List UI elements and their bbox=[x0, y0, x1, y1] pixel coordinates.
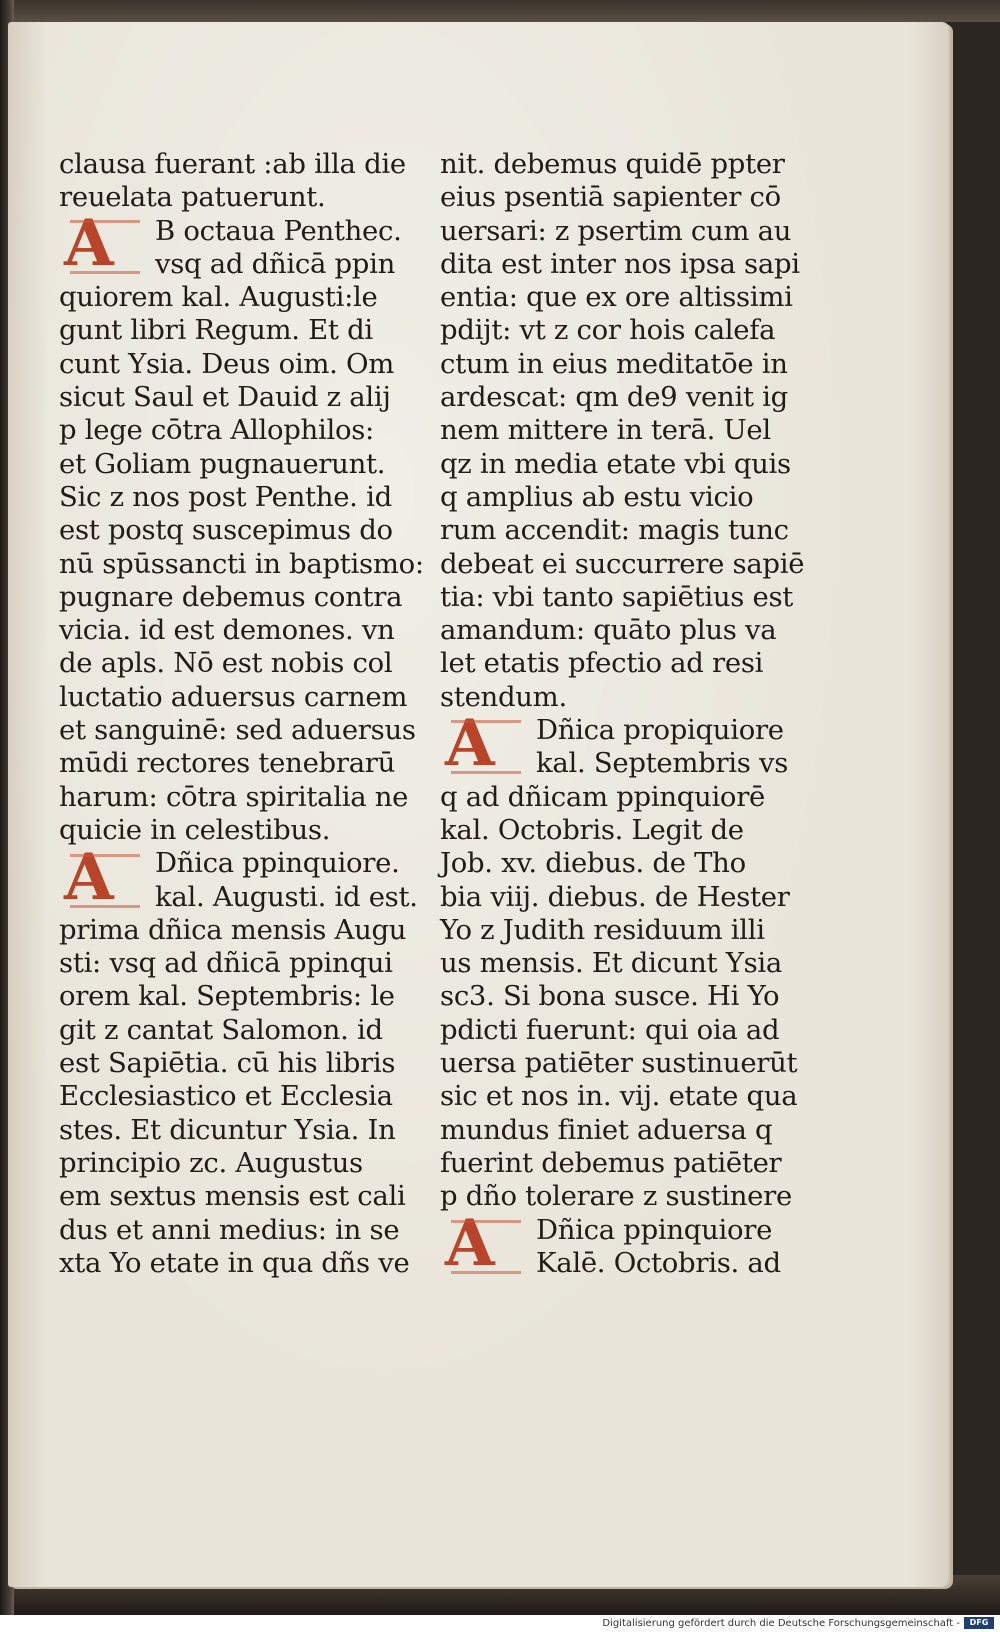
text-line: quicie in celestibus. bbox=[59, 813, 331, 846]
text-line: Job. xv. diebus. de Tho bbox=[440, 847, 746, 880]
text-line: let etatis pfectio ad resi bbox=[440, 647, 764, 680]
text-line: sti: vsq ad dñicā ppinqui bbox=[59, 947, 393, 980]
page-top-edge bbox=[14, 0, 1000, 22]
initial-letter: A bbox=[64, 840, 114, 915]
text-line: gunt libri Regum. Et di bbox=[59, 314, 373, 347]
rubricated-initial bbox=[64, 206, 146, 281]
text-line: est postq suscepimus do bbox=[59, 514, 393, 547]
text-line: debeat ei succurrere sapiē bbox=[440, 547, 805, 580]
text-line: dus et anni medius: in se bbox=[59, 1213, 400, 1246]
text-line: uersa patiēter sustinuerūt bbox=[440, 1047, 798, 1080]
text-line: Yo z Judith residuum illi bbox=[440, 913, 765, 946]
text-line: Dñica ppinquiore. bbox=[155, 847, 400, 880]
text-line: Dñica ppinquiore bbox=[536, 1213, 773, 1246]
text-line: us mensis. Et dicunt Ysia bbox=[440, 947, 782, 980]
rubricated-initial bbox=[445, 706, 527, 781]
text-line: Dñica propiquiore bbox=[536, 714, 784, 747]
text-line: dita est inter nos ipsa sapi bbox=[440, 247, 800, 280]
text-line: mūdi rectores tenebrarū bbox=[59, 747, 396, 780]
footer-credit: Digitalisierung gefördert durch die Deutsche Forschungsgemeinschaft - bbox=[602, 1618, 960, 1629]
text-line: kal. Augusti. id est. bbox=[155, 880, 418, 913]
text-line: ardescat: qm de9 venit ig bbox=[440, 381, 788, 414]
text-line: B octaua Penthec. bbox=[155, 214, 402, 247]
initial-ornament bbox=[70, 854, 140, 908]
initial-letter: A bbox=[64, 206, 114, 281]
text-line: kal. Octobris. Legit de bbox=[440, 813, 744, 846]
rubricated-initial bbox=[64, 840, 146, 915]
text-line: entia: que ex ore altissimi bbox=[440, 281, 793, 314]
text-line: tia: vbi tanto sapiētius est bbox=[440, 580, 794, 613]
text-line: em sextus mensis est cali bbox=[59, 1180, 406, 1213]
text-line: xta Yo etate in qua dñs ve bbox=[59, 1246, 410, 1279]
text-line: Ecclesiastico et Ecclesia bbox=[59, 1080, 393, 1113]
text-line: vsq ad dñicā ppin bbox=[155, 247, 395, 280]
text-line: pdicti fuerunt: qui oia ad bbox=[440, 1013, 780, 1046]
left-text-column bbox=[59, 148, 429, 1280]
text-line: et sanguinē: sed aduersus bbox=[59, 714, 416, 747]
initial-letter: A bbox=[445, 706, 495, 781]
text-line: de apls. Nō est nobis col bbox=[59, 647, 393, 680]
text-line: q ad dñicam ppinquiorē bbox=[440, 780, 766, 813]
text-line: sc3. Si bona susce. Hi Yo bbox=[440, 980, 780, 1013]
text-line: uersari: z psertim cum au bbox=[440, 214, 792, 247]
initial-ornament bbox=[451, 1220, 521, 1274]
text-line: amandum: quāto plus va bbox=[440, 614, 777, 647]
text-line: ctum in eius meditatōe in bbox=[440, 347, 788, 380]
text-line: sicut Saul et Dauid z alij bbox=[59, 381, 391, 414]
text-line: est Sapiētia. cū his libris bbox=[59, 1047, 396, 1080]
rubricated-initial bbox=[445, 1206, 527, 1281]
text-line: fuerint debemus patiēter bbox=[440, 1146, 782, 1179]
text-line: mundus finiet aduersa q bbox=[440, 1113, 773, 1146]
text-line: et Goliam pugnauerunt. bbox=[59, 447, 386, 480]
text-line: pdijt: vt z cor hois calefa bbox=[440, 314, 776, 347]
text-line: principio zc. Augustus bbox=[59, 1146, 363, 1179]
text-line: sic et nos in. vij. etate qua bbox=[440, 1080, 798, 1113]
text-line: rum accendit: magis tunc bbox=[440, 514, 789, 547]
text-line: nit. debemus quidē ppter bbox=[440, 148, 785, 180]
text-line: vicia. id est demones. vn bbox=[59, 614, 395, 647]
text-line: stendum. bbox=[440, 680, 567, 713]
dfg-logo: DFG bbox=[964, 1617, 994, 1629]
text-line: Kalē. Octobris. ad bbox=[536, 1246, 781, 1279]
text-line: nū spūssancti in baptismo: bbox=[59, 547, 424, 580]
text-line: pugnare debemus contra bbox=[59, 580, 403, 613]
initial-letter: A bbox=[445, 1206, 495, 1281]
text-line: Sic z nos post Penthe. id bbox=[59, 480, 392, 513]
text-line: nem mittere in terā. Uel bbox=[440, 414, 771, 447]
initial-ornament bbox=[70, 220, 140, 274]
text-line: git z cantat Salomon. id bbox=[59, 1013, 383, 1046]
text-line: harum: cōtra spiritalia ne bbox=[59, 780, 409, 813]
text-line: q amplius ab estu vicio bbox=[440, 480, 754, 513]
digitization-footer bbox=[0, 1615, 1000, 1632]
text-line: prima dñica mensis Augu bbox=[59, 913, 407, 946]
text-line: p lege cōtra Allophilos: bbox=[59, 414, 374, 447]
text-line: orem kal. Septembris: le bbox=[59, 980, 395, 1013]
text-line: luctatio aduersus carnem bbox=[59, 680, 408, 713]
text-line: clausa fuerant :ab illa die bbox=[59, 148, 406, 180]
text-line: quiorem kal. Augusti:le bbox=[59, 281, 378, 314]
text-line: eius psentiā sapienter cō bbox=[440, 181, 781, 214]
text-line: kal. Septembris vs bbox=[536, 747, 789, 780]
text-line: stes. Et dicuntur Ysia. In bbox=[59, 1113, 396, 1146]
text-line: cunt Ysia. Deus oim. Om bbox=[59, 347, 395, 380]
text-line: reuelata patuerunt. bbox=[59, 181, 326, 214]
text-line: qz in media etate vbi quis bbox=[440, 447, 791, 480]
text-line: bia viij. diebus. de Hester bbox=[440, 880, 790, 913]
text-line: p dño tolerare z sustinere bbox=[440, 1180, 792, 1213]
initial-ornament bbox=[451, 720, 521, 774]
